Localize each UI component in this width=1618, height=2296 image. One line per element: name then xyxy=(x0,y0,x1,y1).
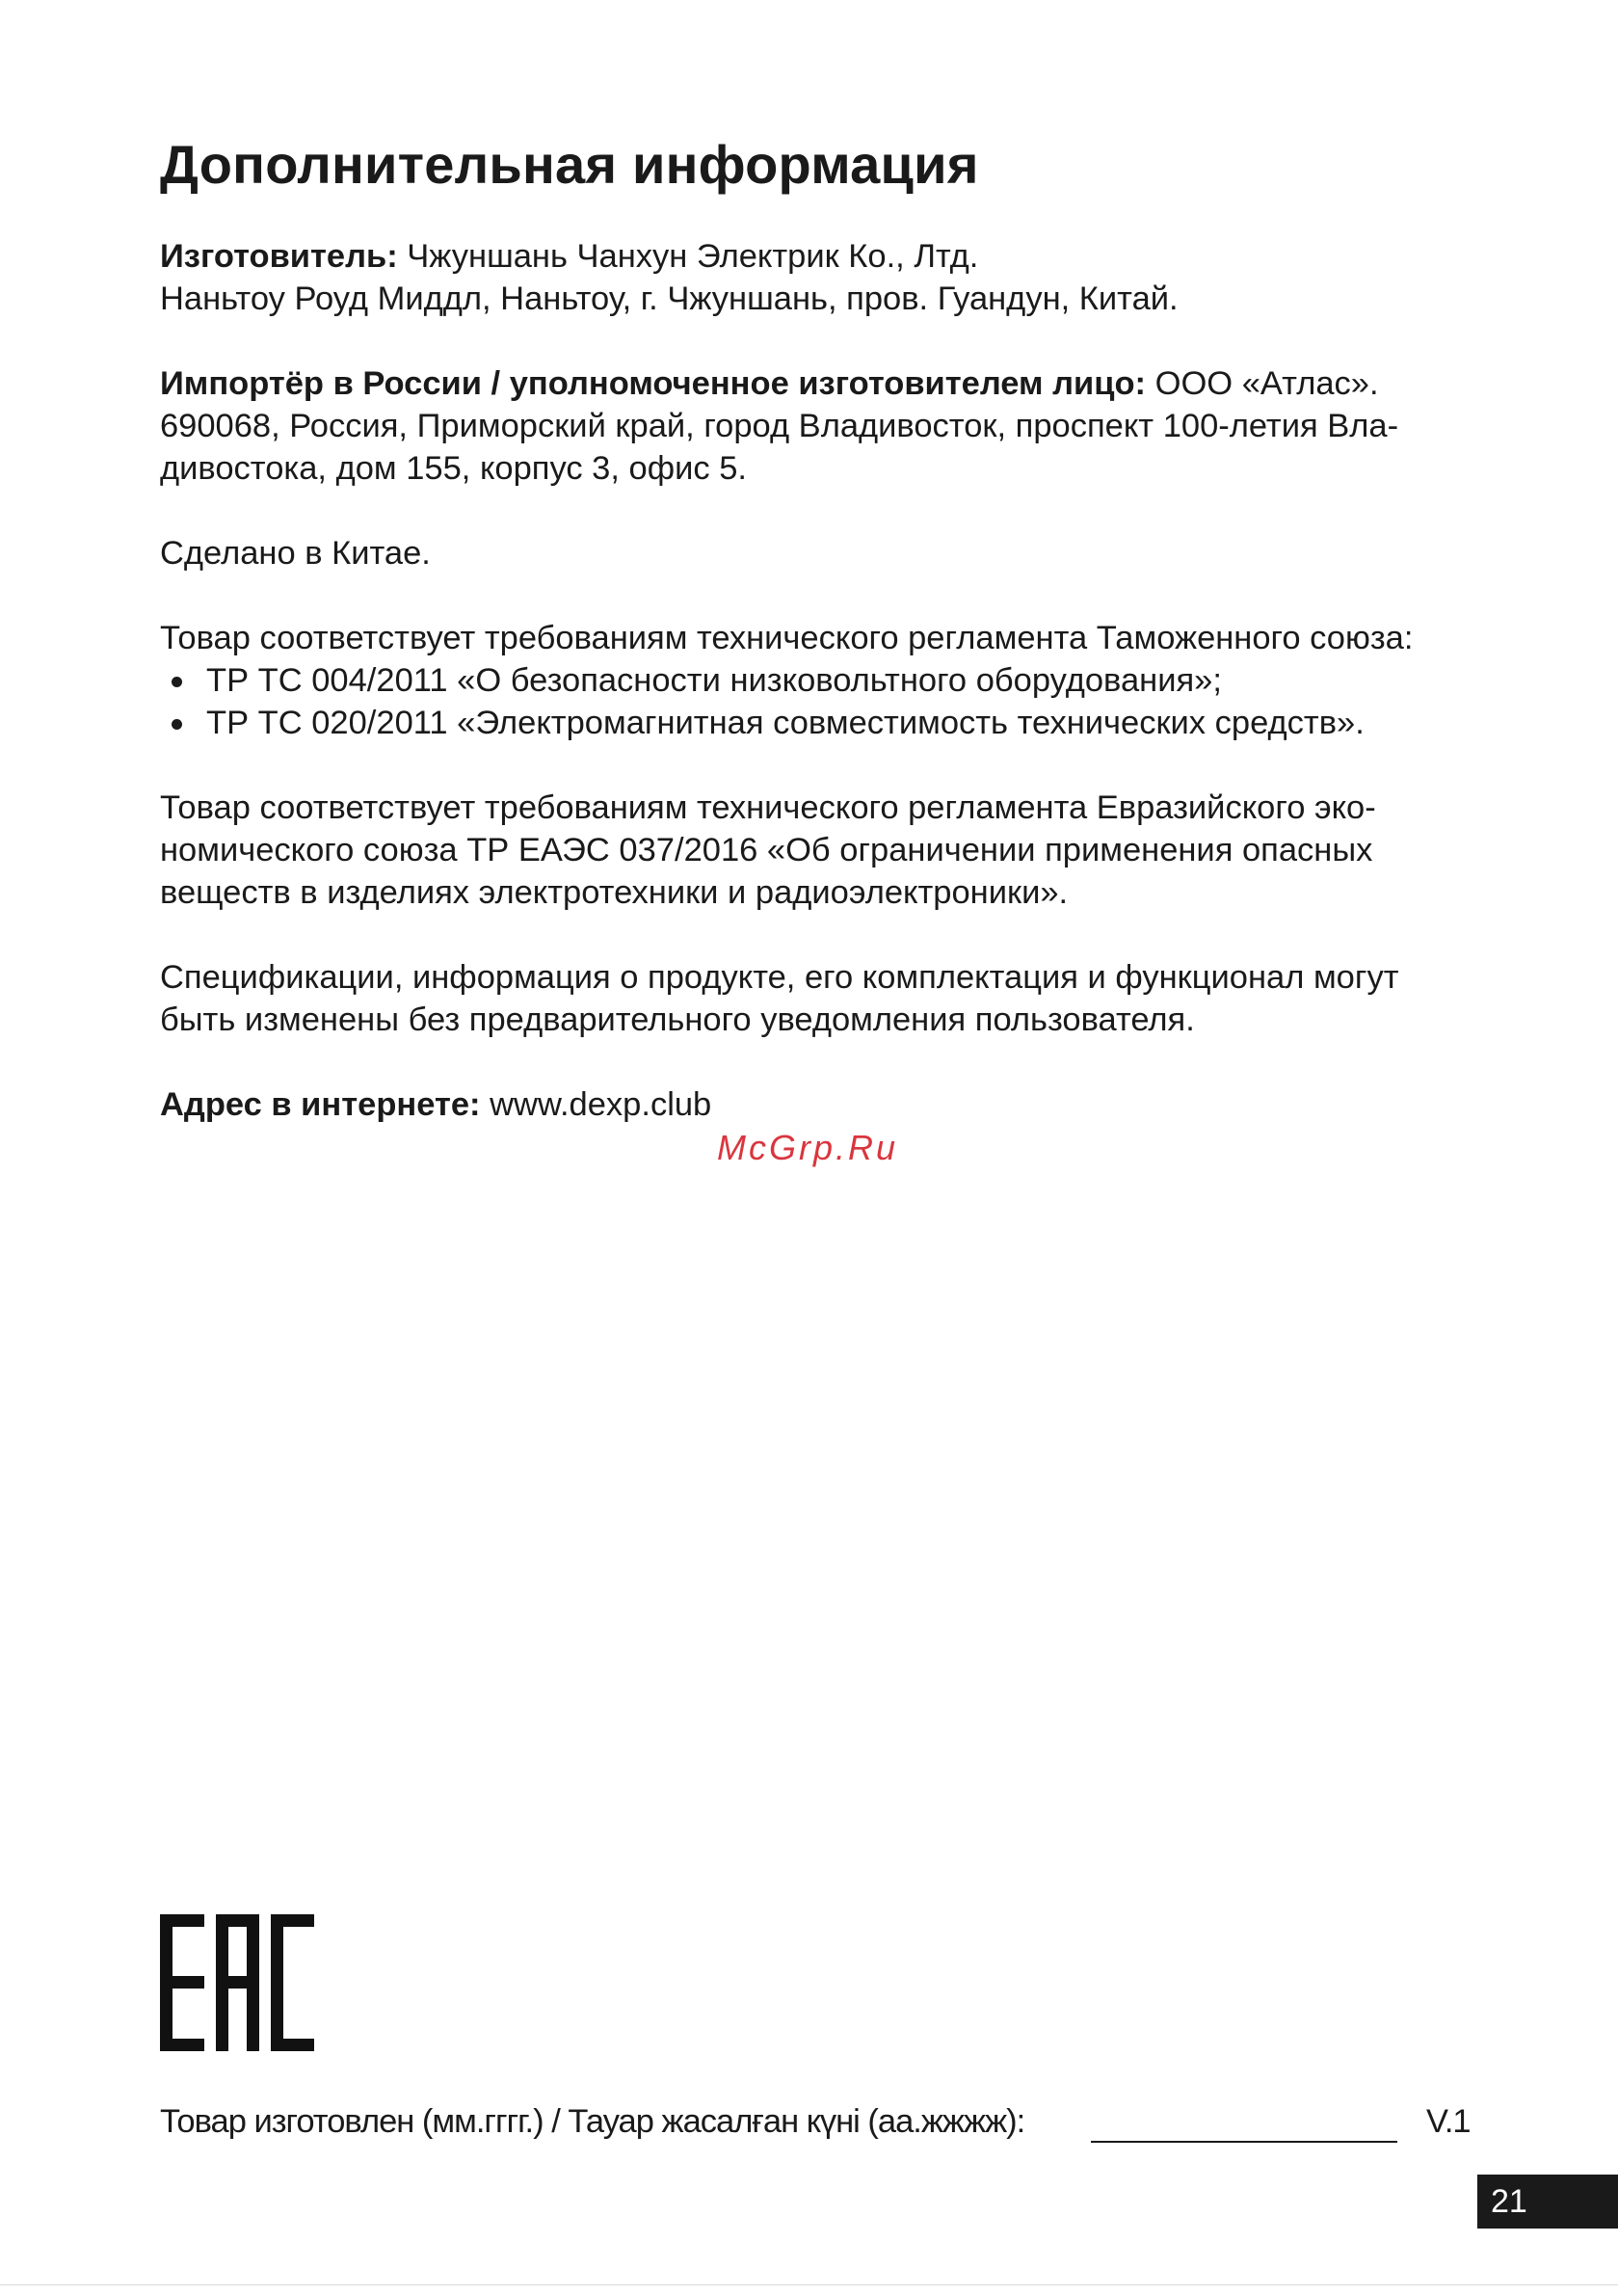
customs-union-intro: Товар соответствует требованиям технического регламента Таможенного союза: xyxy=(160,620,1414,656)
page-title: Дополнительная информация xyxy=(160,134,979,195)
importer-name: ООО «Атлас». xyxy=(1146,365,1379,402)
customs-union-block xyxy=(160,617,1490,744)
page-number: 21 xyxy=(1477,2175,1618,2229)
website-line xyxy=(160,1083,1490,1126)
importer-address-line-1: 690068, Россия, Приморский край, город Владивосток, проспект 100-летия Вла- xyxy=(160,408,1399,444)
specs-notice-block xyxy=(160,956,1490,1041)
manufacturer-block xyxy=(160,235,1490,320)
importer-block xyxy=(160,362,1490,490)
eaeu-line-2: номического союза ТР ЕАЭС 037/2016 «Об ограничении применения опасных xyxy=(160,832,1373,868)
website-block xyxy=(160,1083,1490,1126)
manufacturer-name: Чжуншань Чанхун Электрик Ко., Лтд. xyxy=(397,238,979,275)
bottom-divider xyxy=(0,2284,1618,2285)
importer-label: Импортёр в России / уполномоченное изготовителем лицо: xyxy=(160,365,1147,402)
regulation-item: ТР ТС 004/2011 «О безопасности низковольтного оборудования»; xyxy=(160,659,1490,702)
eac-mark-icon xyxy=(160,1914,314,2051)
regulation-item: ТР ТС 020/2011 «Электромагнитная совместимость технических средств». xyxy=(160,702,1490,744)
eaeu-block xyxy=(160,787,1490,914)
manufacture-date-label: Товар изготовлен (мм.гггг.) / Тауар жасалған күні (аа.жжжж): xyxy=(160,2103,1025,2140)
version-label: V.1 xyxy=(1426,2103,1471,2140)
manufacturer-address: Наньтоу Роуд Миддл, Наньтоу, г. Чжуншань, пров. Гуандун, Китай. xyxy=(160,280,1179,317)
content-body xyxy=(160,235,1490,1126)
watermark-text: McGrp.Ru xyxy=(717,1128,899,1167)
eaeu-line-3: веществ в изделиях электротехники и радиоэлектроники». xyxy=(160,874,1069,911)
regulation-list xyxy=(160,659,1490,744)
eaeu-line-1: Товар соответствует требованиям технического регламента Евразийского эко- xyxy=(160,789,1376,826)
specs-notice-line-2: быть изменены без предварительного уведомления пользователя. xyxy=(160,1001,1195,1038)
made-in-text: Сделано в Китае. xyxy=(160,535,431,572)
manufacture-date-blank xyxy=(1091,2141,1397,2143)
website-label: Адрес в интернете: xyxy=(160,1086,481,1123)
importer-line xyxy=(160,362,1490,405)
manufacturer-line xyxy=(160,235,1490,278)
specs-notice-line-1: Спецификации, информация о продукте, его комплектация и функционал могут xyxy=(160,959,1399,996)
manufacturer-label: Изготовитель: xyxy=(160,238,398,275)
importer-address-line-2: дивостока, дом 155, корпус 3, офис 5. xyxy=(160,450,747,487)
website-url: www.dexp.club xyxy=(480,1086,712,1123)
